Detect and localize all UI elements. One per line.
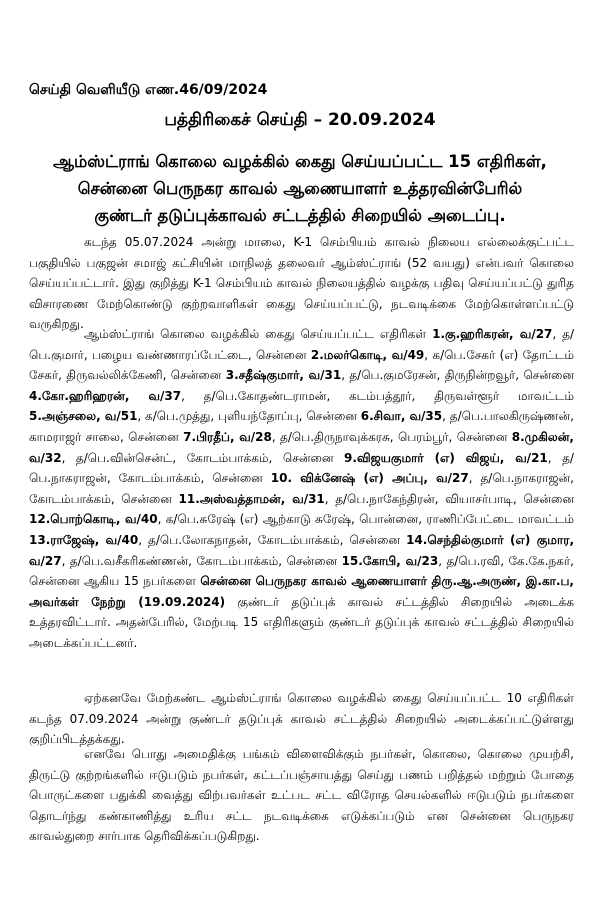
accused-details: , த/பெ.ரவி, கே.கே.நகர், சென்னை [29,553,574,589]
accused-name: 7.பிரதீப் [183,429,230,444]
paragraph-accused-list [29,324,574,654]
accused-age: , வ/21 [499,450,548,465]
accused-details: , த/பெ.லோகநாதன், கோடம்பாக்கம், சென்னை [138,532,401,547]
accused-details: , த/பெ.நாகராஜன், கோடம்பாக்கம், சென்னை [29,450,574,486]
accused-details: , த/பெ.நாகராஜன், கோடம்பாக்கம், சென்னை [29,471,574,506]
accused-age: , வ/49 [382,347,425,362]
accused-age: , வ/37 [124,388,182,403]
accused-details: , த/பெ.திருநாவுக்கரசு, பெரம்பூர், சென்னை [271,429,508,444]
accused-age: , வ/35 [400,409,443,424]
accused-details: , த/பெ.கோதண்டராமன், கடம்பத்தூர், திருவள்ளூர் மாவட்டம் [181,388,575,403]
accused-details: , த/பெ.பாலகிருஷ்ணன், காமராஜர் சாலை, சென்னை [29,409,574,444]
accused-name: 8.முகிலன் [511,429,570,444]
accused-age: , வ/27 [29,532,574,568]
commissioner-order: சென்னை பெருநகர காவல் ஆணையாளர் திரு.ஆ.அருண், இ.கா.ப, அவர்கள் நேற்று (19.09.2024) [29,574,574,609]
accused-age: , வ/32 [29,429,574,465]
accused-details: , க/பெ.சேகர் (எ) தோட்டம் சேகர், திருவல்லிக்கேணி, சென்னை [29,347,574,383]
accused-details: , க/பெ.முத்து, புளியந்தோப்பு, சென்னை [137,409,357,424]
paragraph-earlier-detention: ஏற்கனவே மேற்கண்ட ஆம்ஸ்ட்ராங் கொலை வழக்கில் கைது செய்யப்பட்ட 10 எதிரிகள் கடந்த 07.09.2024 அன்று குண்டர் தடுப்புக் காவல் சட்டத்தில் சிறையில் அடைக்கப்பட்டுள்ளது குறிப்பிடத்தக்கது. [29,691,574,747]
accused-name: 4.கோ.ஹரிஹரன் [29,388,125,403]
accused-age: , வ/27 [423,471,469,486]
accused-details: , த/பெ.குமார், பழைய வண்ணாரப்பேட்டை, சென்னை [29,327,574,362]
paragraph-incident: கடந்த 05.07.2024 அன்று மாலை, K-1 செம்பியம் காவல் நிலைய எல்லைக்குட்பட்ட பகுதியில் பகுஜன் சமாஜ் கட்சியின் மாநிலத் தலைவர் ஆம்ஸ்ட்ராங் (52 வயது) என்பவர் கொலை செய்யப்பட்டார். இது குறித்து K-1 செம்பியம் காவல் நிலையத்தில் வழக்கு பதிவு செய்யப்பட்டு துரித விசாரணை மேற்கொண்டு குற்றவாளிகள் கைது செய்யப்பட்டு, நடவடிக்கை மேற்கொள்ளப்பட்டு வருகிறது. [29,235,574,332]
accused-name: 11.அஸ்வத்தாமன் [178,491,281,506]
release-number: செய்தி வெளியீடு எண.46/09/2024 [29,82,268,98]
accused-name: 14.செந்தில்குமார் (எ) குமார [406,532,570,547]
headline [20,148,580,229]
accused-age: , வ/23 [396,553,439,568]
press-title: பத்திரிகைச் செய்தி – 20.09.2024 [164,110,436,130]
accused-age: , வ/51 [96,409,138,424]
accused-name: 15.கோபி [341,553,397,568]
headline-line: ஆம்ஸ்ட்ராங் கொலை வழக்கில் கைது செய்யப்பட்ட 15 எதிரிகள், [53,152,547,171]
accused-name: 6.சிவா [360,409,401,424]
accused-details: , த/பெ.குமரேசன், திருநின்றவூர், சென்னை [341,368,574,383]
accused-details: , த/பெ.வசீகரிகண்ணன், கோடம்பாக்கம், சென்னை [61,553,338,568]
accused-age: , வ/28 [229,429,272,444]
accused-age: , வ/31 [299,368,342,383]
headline-line: குண்டர் தடுப்புக்காவல் சட்டத்தில் சிறையில் அடைப்பு. [94,206,506,225]
headline-line: சென்னை பெருநகர காவல் ஆணையாளர் உத்தரவின்பேரில் [77,179,523,198]
accused-name: 3.சதீஷ்குமார் [225,368,300,383]
accused-age: , வ/40 [115,512,158,527]
accused-details: , த/பெ.வின்சென்ட், கோடம்பாக்கம், சென்னை [61,450,334,465]
accused-age: , வ/31 [280,491,325,506]
accused-bridge: ஆகிய 15 நபர்களை [83,574,201,589]
accused-list [29,327,574,588]
accused-name: 9.விஜயகுமார் (எ) விஜய் [344,450,500,465]
accused-name: 5.அஞ்சலை [29,409,97,424]
accused-name: 2.மலர்கொடி [310,347,383,362]
accused-age: , வ/27 [509,327,553,341]
accused-name: 1.கு.ஹரிகரன் [432,327,510,341]
accused-details: , க/பெ.சுரேஷ் (எ) ஆற்காடு சுரேஷ், பொன்னை, ராணிப்பேட்டை மாவட்டம் [157,512,574,527]
accused-age: , வ/40 [94,532,139,547]
accused-name: 13.ராஜேஷ் [29,532,95,547]
paragraph-warning: எனவே பொது அமைதிக்கு பங்கம் விளைவிக்கும் நபர்கள், கொலை, கொலை முயற்சி, திருட்டு குற்றங்களில் ஈடுபடும் நபர்கள், கட்டப்பஞ்சாயத்து செய்து பணம் பறித்தல் மற்றும் போதை பொருட்களை பதுக்கி வைத்து விற்பவர்கள் உட்பட சட்ட விரோத செயல்களில் ஈடுபடும் நபர்களை தொடர்ந்து கண்காணித்து உரிய சட்ட நடவடிக்கை எடுக்கப்படும் என சென்னை பெருநகர காவல்துறை சார்பாக தெரிவிக்கப்படுகிறது. [29,747,575,844]
accused-intro: ஆம்ஸ்ட்ராங் கொலை வழக்கில் கைது செய்யப்பட்ட எதிரிகள் [84,327,427,341]
accused-name: 10. விக்னேஷ் (எ) அப்பு [270,471,424,486]
order-conclusion: குண்டர் தடுப்புக் காவல் சட்டத்தில் சிறையில் அடைக்க உத்தரவிட்டார். அதன்பேரில், மேற்படி 15 எதிரிகளும் குண்டர் தடுப்புக் காவல் சட்டத்தில் சிறையில் அடைக்கப்பட்டனர். [29,594,575,650]
accused-details: , த/பெ.நாகேந்திரன், வியாசர்பாடி, சென்னை [324,491,574,506]
accused-name: 12.பொற்கொடி [29,512,116,527]
